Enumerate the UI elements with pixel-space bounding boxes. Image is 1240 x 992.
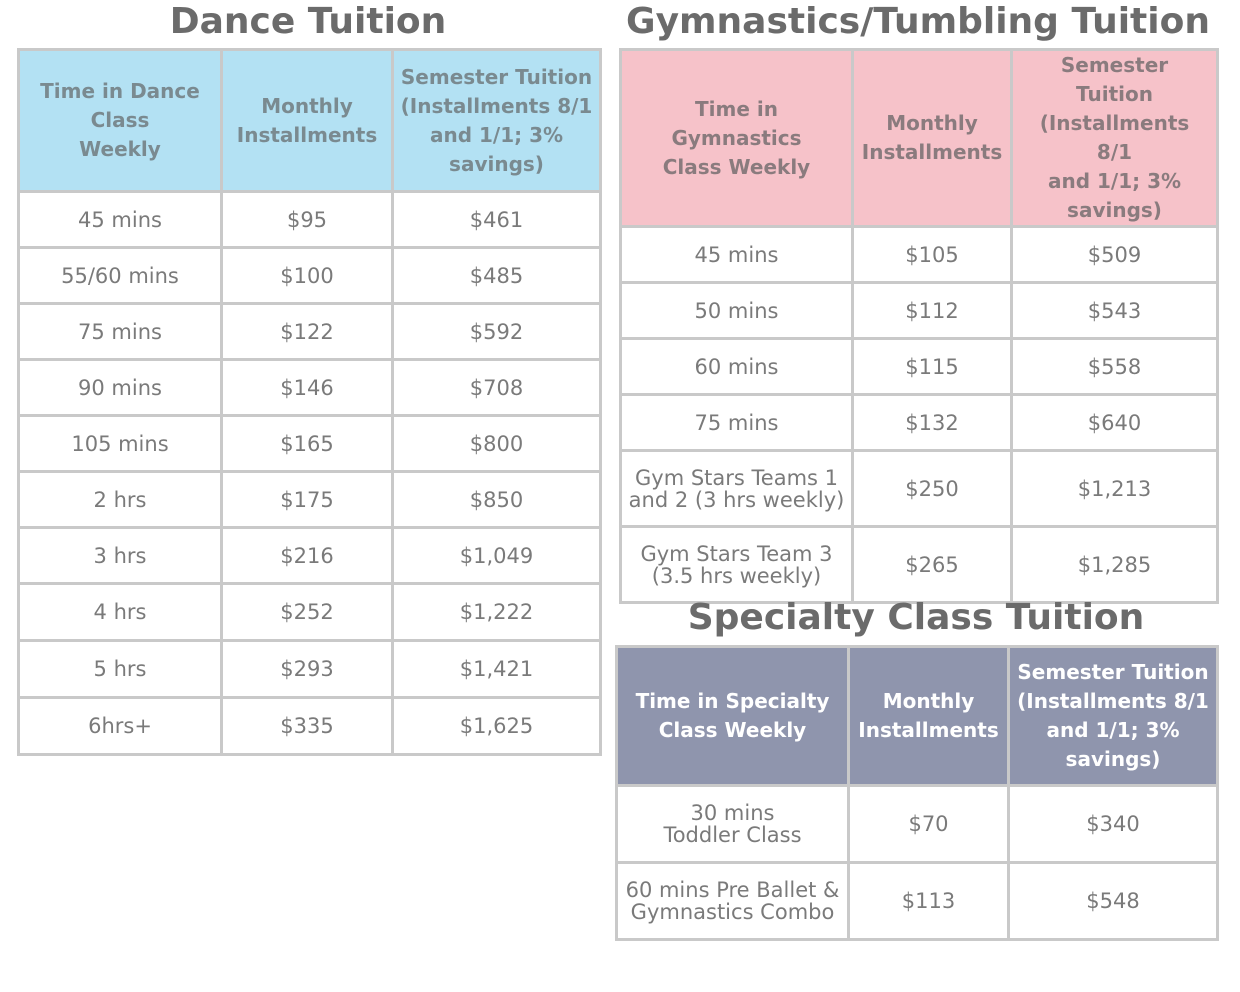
time-cell: 60 mins (622, 340, 851, 393)
time-cell: 30 mins Toddler Class (618, 787, 847, 861)
monthly-cell: $175 (223, 473, 391, 526)
table-row (20, 417, 599, 470)
time-cell: 75 mins (20, 305, 220, 358)
semester-cell: $509 (1013, 228, 1216, 281)
table-row (622, 228, 1216, 281)
table-row (20, 249, 599, 302)
table-row (20, 473, 599, 526)
monthly-cell: $113 (850, 864, 1007, 938)
table-row (20, 642, 599, 696)
column-header-semester: Semester Tuition (Installments 8/1 and 1/1; 3% savings) (1010, 648, 1216, 784)
monthly-cell: $252 (223, 585, 391, 639)
time-cell: 2 hrs (20, 473, 220, 526)
monthly-cell: $132 (854, 396, 1010, 449)
monthly-cell: $95 (223, 193, 391, 246)
table-row (622, 528, 1216, 601)
time-cell: 6hrs+ (20, 699, 220, 753)
monthly-cell: $250 (854, 452, 1010, 525)
table-header-row (622, 51, 1216, 225)
semester-cell: $640 (1013, 396, 1216, 449)
table-row (20, 361, 599, 414)
time-cell: Gym Stars Teams 1 and 2 (3 hrs weekly) (622, 452, 851, 525)
specialty-tuition-title: Specialty Class Tuition (687, 597, 1145, 638)
monthly-cell: $115 (854, 340, 1010, 393)
time-cell: Gym Stars Team 3 (3.5 hrs weekly) (622, 528, 851, 601)
semester-cell: $340 (1010, 787, 1216, 861)
dance-tuition-title: Dance Tuition (169, 1, 447, 42)
column-header-time: Time in Dance Class Weekly (20, 51, 220, 190)
time-cell: 90 mins (20, 361, 220, 414)
column-header-time: Time in Specialty Class Weekly (618, 648, 847, 784)
time-cell: 45 mins (20, 193, 220, 246)
semester-cell: $1,222 (394, 585, 599, 639)
time-cell: 3 hrs (20, 529, 220, 582)
table-row (622, 396, 1216, 449)
semester-cell: $461 (394, 193, 599, 246)
column-header-time: Time in Gymnastics Class Weekly (622, 51, 851, 225)
semester-cell: $485 (394, 249, 599, 302)
semester-cell: $1,213 (1013, 452, 1216, 525)
time-cell: 75 mins (622, 396, 851, 449)
table-row (20, 193, 599, 246)
semester-cell: $708 (394, 361, 599, 414)
semester-cell: $548 (1010, 864, 1216, 938)
column-header-semester: Semester Tuition (Installments 8/1 and 1/1; 3% savings) (1013, 51, 1216, 225)
table-row (20, 585, 599, 639)
time-cell: 5 hrs (20, 642, 220, 696)
monthly-cell: $335 (223, 699, 391, 753)
table-row (622, 284, 1216, 337)
time-cell: 105 mins (20, 417, 220, 470)
column-header-monthly: Monthly Installments (854, 51, 1010, 225)
semester-cell: $800 (394, 417, 599, 470)
table-header-row (618, 648, 1216, 784)
semester-cell: $543 (1013, 284, 1216, 337)
table-row (622, 452, 1216, 525)
gymnastics-tuition-table (619, 48, 1219, 604)
semester-cell: $1,285 (1013, 528, 1216, 601)
monthly-cell: $122 (223, 305, 391, 358)
semester-cell: $558 (1013, 340, 1216, 393)
semester-cell: $1,049 (394, 529, 599, 582)
monthly-cell: $112 (854, 284, 1010, 337)
monthly-cell: $216 (223, 529, 391, 582)
time-cell: 50 mins (622, 284, 851, 337)
time-cell: 4 hrs (20, 585, 220, 639)
time-cell: 60 mins Pre Ballet & Gymnastics Combo (618, 864, 847, 938)
column-header-semester: Semester Tuition (Installments 8/1 and 1/1; 3% savings) (394, 51, 599, 190)
table-header-row (20, 51, 599, 190)
monthly-cell: $265 (854, 528, 1010, 601)
table-row (618, 864, 1216, 938)
table-row (20, 699, 599, 753)
monthly-cell: $293 (223, 642, 391, 696)
time-cell: 55/60 mins (20, 249, 220, 302)
table-row (622, 340, 1216, 393)
column-header-monthly: Monthly Installments (850, 648, 1007, 784)
table-row (618, 787, 1216, 861)
semester-cell: $592 (394, 305, 599, 358)
dance-tuition-table (17, 48, 602, 756)
monthly-cell: $100 (223, 249, 391, 302)
time-cell: 45 mins (622, 228, 851, 281)
column-header-monthly: Monthly Installments (223, 51, 391, 190)
table-row (20, 305, 599, 358)
semester-cell: $1,625 (394, 699, 599, 753)
table-row (20, 529, 599, 582)
semester-cell: $1,421 (394, 642, 599, 696)
semester-cell: $850 (394, 473, 599, 526)
monthly-cell: $165 (223, 417, 391, 470)
monthly-cell: $105 (854, 228, 1010, 281)
specialty-tuition-table (615, 645, 1219, 941)
gymnastics-tuition-title: Gymnastics/Tumbling Tuition (626, 1, 1210, 42)
monthly-cell: $70 (850, 787, 1007, 861)
monthly-cell: $146 (223, 361, 391, 414)
